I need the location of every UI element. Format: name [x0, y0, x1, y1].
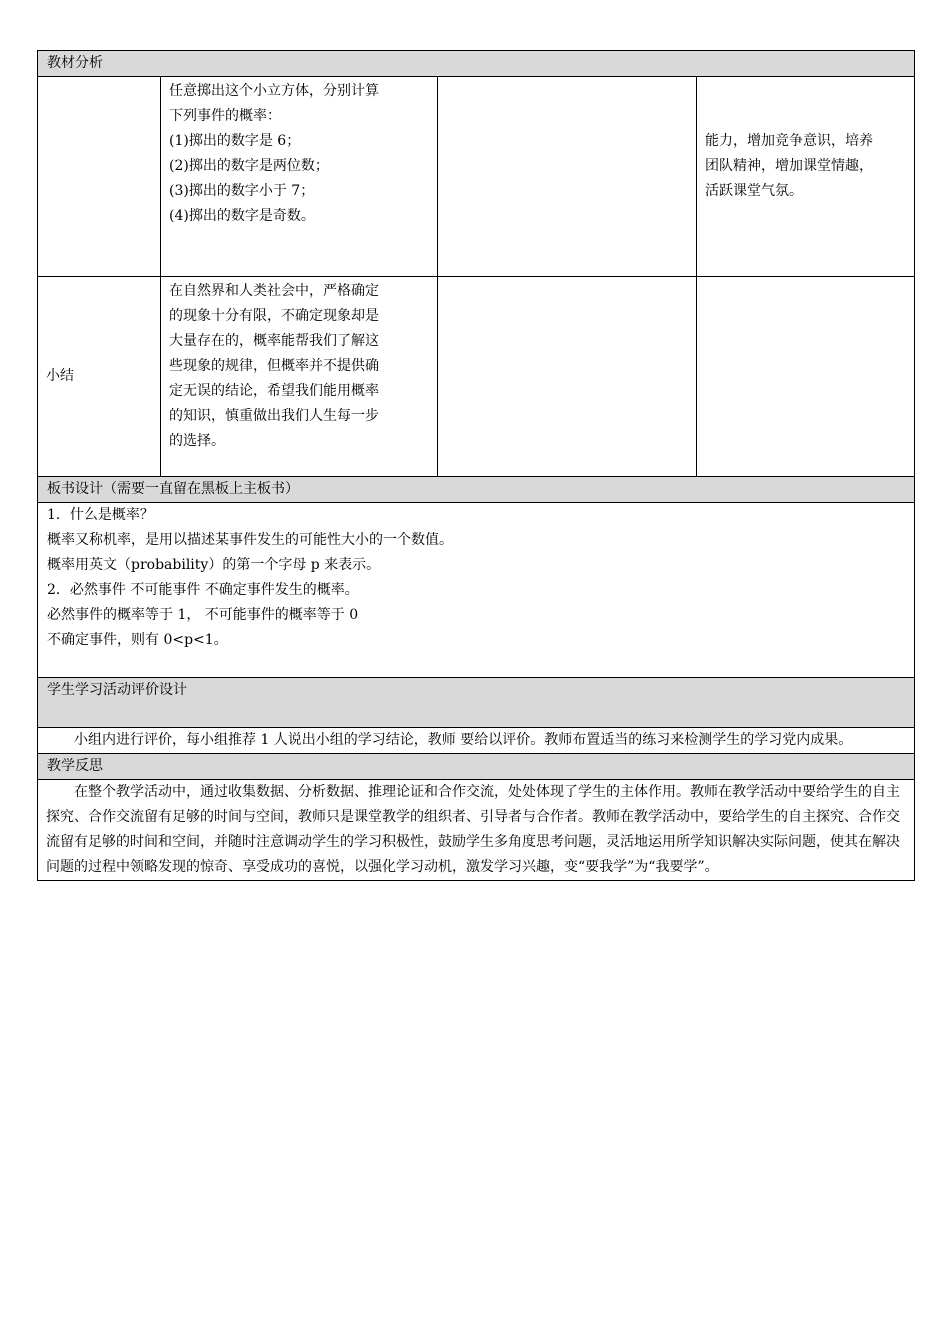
intent-line: 团队精神，增加课堂情趣， [705, 158, 873, 174]
summary-line: 定无误的结论，希望我们能用概率 [169, 383, 379, 399]
summary-label: 小结 [46, 368, 74, 384]
exercise-row-label-cell [38, 77, 161, 277]
summary-line: 的知识，慎重做出我们人生每一步 [169, 408, 379, 424]
section-header-evaluation-design: 学生学习活动评价设计 [38, 678, 915, 728]
reflection-row [38, 780, 915, 881]
summary-line: 大量存在的，概率能帮我们了解这 [169, 333, 379, 349]
section-header-row [38, 51, 915, 77]
summary-line: 在自然界和人类社会中，严格确定 [169, 283, 379, 299]
summary-empty-cell [438, 277, 697, 477]
design-intent-cell [697, 77, 915, 277]
exercise-item: (1)掷出的数字是 6； [169, 133, 301, 149]
blackboard-line: 1．什么是概率？ [47, 507, 154, 523]
exercise-item: (4)掷出的数字是奇数。 [169, 208, 315, 224]
summary-label-cell [38, 277, 161, 477]
evaluation-text: 小组内进行评价，每小组推荐 1 人说出小组的学习结论，教师 要给以评价。教师布置适当的练习来检测学生的学习党内成果。 [74, 732, 853, 748]
summary-line: 些现象的规律，但概率并不提供确 [169, 358, 379, 374]
section-header-blackboard-design: 板书设计（需要一直留在黑板上主板书） [38, 477, 915, 503]
exercise-item: (3)掷出的数字小于 7； [169, 183, 315, 199]
intent-line: 活跃课堂气氛。 [705, 183, 803, 199]
summary-content-cell [161, 277, 438, 477]
reflection-text: 在整个教学活动中，通过收集数据、分析数据、推理论证和合作交流，处处体现了学生的主体作用。教师在教学活动中要给学生的自主探究、合作交流留有足够的时间与空间，教师只是课堂教学的组织者、引导者与合作者。教师在教学活动中，要给学生的自主探究、合作交流留有足够的时间和空间，并随时注意调动学生的学习积极性，鼓励学生多角度思考问题，灵活地运用所学知识解决实际问题，使其在解决问题的过程中领略发现的惊奇、享受成功的喜悦，以强化学习动机，激发学习兴趣，变“要我学”为“我要学”。 [46, 784, 900, 875]
blackboard-line: 概率用英文（probability）的第一个字母 p 来表示。 [47, 557, 381, 573]
exercise-intro: 任意掷出这个小立方体，分别计算 [169, 83, 379, 99]
exercise-row [38, 77, 915, 277]
blackboard-line: 概率又称机率，是用以描述某事件发生的可能性大小的一个数值。 [47, 532, 453, 548]
lesson-plan-table [37, 50, 915, 881]
section-header-row [38, 678, 915, 728]
section-header-textbook-analysis: 教材分析 [38, 51, 915, 77]
exercise-content-cell [161, 77, 438, 277]
exercise-empty-cell [438, 77, 697, 277]
exercise-item: (2)掷出的数字是两位数； [169, 158, 329, 174]
intent-line: 能力，增加竞争意识，培养 [705, 133, 873, 149]
blackboard-line: 2．必然事件 不可能事件 不确定事件发生的概率。 [47, 582, 359, 598]
summary-empty-cell [697, 277, 915, 477]
section-header-row [38, 477, 915, 503]
summary-row [38, 277, 915, 477]
blackboard-line: 不确定事件，则有 0<p<1。 [47, 632, 228, 648]
summary-line: 的现象十分有限，不确定现象却是 [169, 308, 379, 324]
exercise-intro-cont: 下列事件的概率： [169, 108, 281, 124]
blackboard-line: 必然事件的概率等于 1， 不可能事件的概率等于 0 [47, 607, 359, 623]
evaluation-row [38, 728, 915, 754]
summary-line: 的选择。 [169, 433, 225, 449]
evaluation-content-cell [38, 728, 915, 754]
blackboard-row [38, 503, 915, 678]
section-header-reflection: 教学反思 [38, 754, 915, 780]
section-header-row [38, 754, 915, 780]
blackboard-content-cell [38, 503, 915, 678]
reflection-content-cell [38, 780, 915, 881]
